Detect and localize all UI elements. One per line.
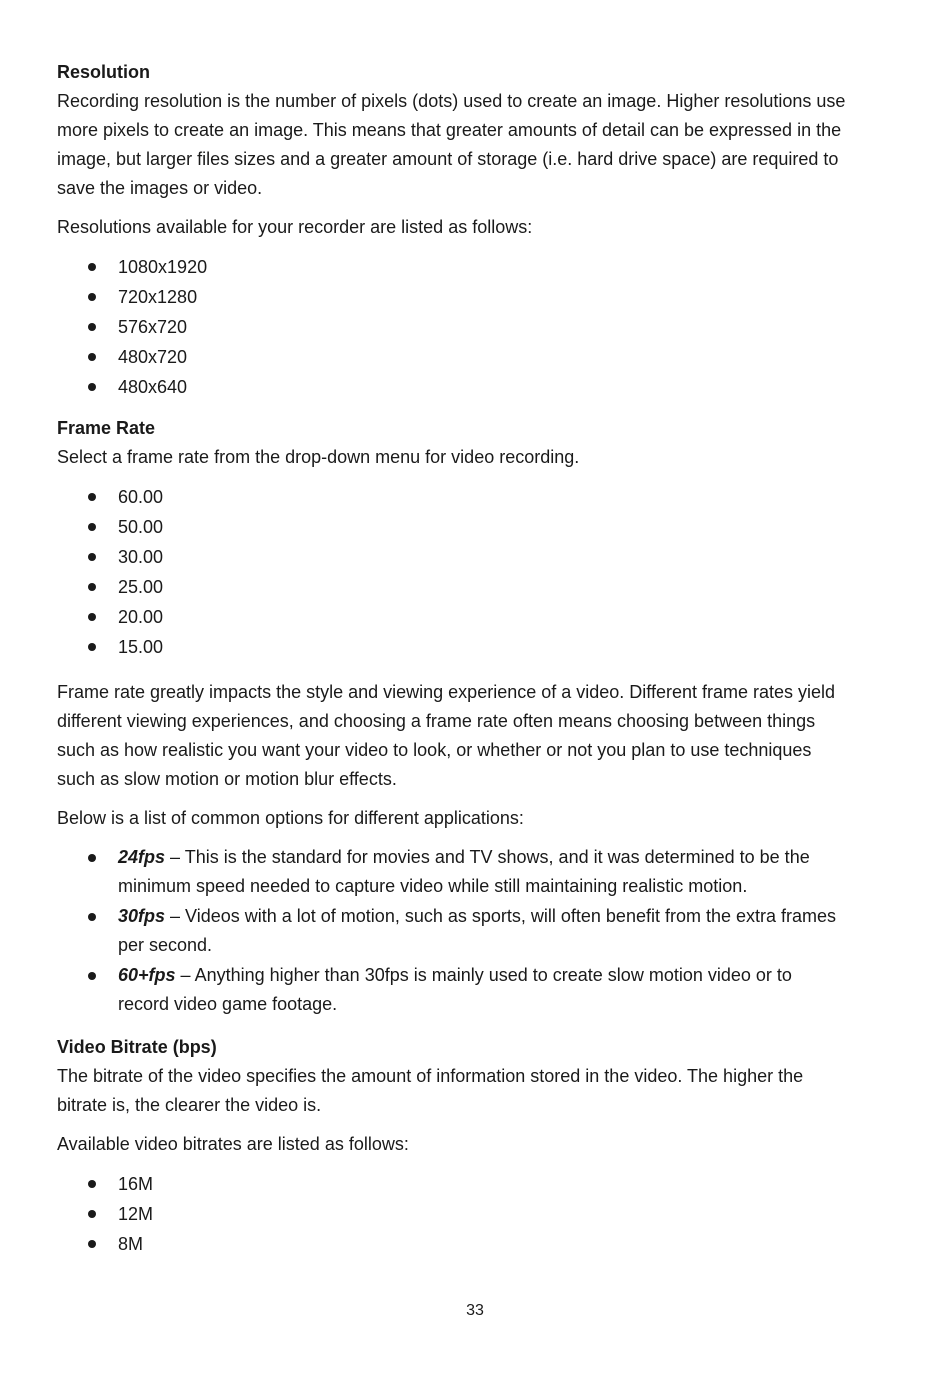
bullet-icon — [88, 523, 96, 531]
video-bitrate-list-intro: Available video bitrates are listed as follows: — [57, 1134, 409, 1154]
bullet-icon — [88, 643, 96, 651]
frame-rate-options-intro: Below is a list of common options for different applications: — [57, 808, 524, 828]
list-item: 25.00 — [57, 572, 847, 602]
resolution-description: Recording resolution is the number of pixels (dots) used to create an image. Higher resolutions use more pixels to create an image. This means that greater amounts of detail can be expressed in the image, but larger files sizes and a greater amount of storage (i.e. hard drive space) are required to save the images or video. — [57, 91, 846, 198]
option-text: – Anything higher than 30fps is mainly used to create slow motion video or to record video game footage. — [118, 965, 792, 1014]
bullet-icon — [88, 383, 96, 391]
bullet-icon — [88, 1210, 96, 1218]
list-item: 12M — [57, 1199, 847, 1229]
bullet-icon — [88, 1180, 96, 1188]
list-item: 30.00 — [57, 542, 847, 572]
list-item: 20.00 — [57, 602, 847, 632]
list-item: 50.00 — [57, 512, 847, 542]
bullet-icon — [88, 1240, 96, 1248]
bullet-icon — [88, 323, 96, 331]
list-item: 16M — [57, 1169, 847, 1199]
bullet-icon — [88, 293, 96, 301]
video-bitrate-list — [57, 1169, 847, 1259]
option-term: 60+fps — [118, 965, 176, 985]
list-item: 576x720 — [57, 312, 847, 342]
bullet-icon — [88, 583, 96, 591]
video-bitrate-heading: Video Bitrate (bps) — [57, 1037, 217, 1057]
page-number: 33 — [466, 1302, 484, 1319]
resolution-heading: Resolution — [57, 62, 150, 82]
option-term: 24fps — [118, 847, 166, 867]
bullet-icon — [88, 913, 96, 921]
list-item: 1080x1920 — [57, 252, 847, 282]
bullet-icon — [88, 854, 96, 862]
list-item: 15.00 — [57, 632, 847, 662]
resolution-list — [57, 252, 847, 402]
bullet-icon — [88, 972, 96, 980]
frame-rate-list — [57, 482, 847, 662]
list-item: 720x1280 — [57, 282, 847, 312]
resolution-list-intro: Resolutions available for your recorder are listed as follows: — [57, 217, 533, 237]
list-item: 480x640 — [57, 372, 847, 402]
frame-rate-explanation: Frame rate greatly impacts the style and viewing experience of a video. Different frame rates yield different viewing experiences, and choosing a frame rate often means choosing between things such as how realistic you want your video to look, or whether or not you plan to use techniques such as slow motion or motion blur effects. — [57, 682, 836, 789]
video-bitrate-description: The bitrate of the video specifies the amount of information stored in the video. The higher the bitrate is, the clearer the video is. — [57, 1066, 804, 1115]
frame-rate-options-list — [57, 843, 847, 1019]
list-item — [57, 961, 847, 1019]
bullet-icon — [88, 263, 96, 271]
option-term: 30fps — [118, 906, 166, 926]
list-item: 480x720 — [57, 342, 847, 372]
option-text: – This is the standard for movies and TV shows, and it was determined to be the minimum speed needed to capture video while still maintaining realistic motion. — [118, 847, 810, 896]
list-item — [57, 843, 847, 901]
bullet-icon — [88, 553, 96, 561]
frame-rate-description: Select a frame rate from the drop-down menu for video recording. — [57, 447, 580, 467]
document-page — [57, 58, 847, 1271]
bullet-icon — [88, 493, 96, 501]
bullet-icon — [88, 613, 96, 621]
list-item — [57, 902, 847, 960]
bullet-icon — [88, 353, 96, 361]
list-item: 8M — [57, 1229, 847, 1259]
list-item: 60.00 — [57, 482, 847, 512]
frame-rate-heading: Frame Rate — [57, 418, 156, 438]
option-text: – Videos with a lot of motion, such as sports, will often benefit from the extra frames per second. — [118, 906, 837, 955]
